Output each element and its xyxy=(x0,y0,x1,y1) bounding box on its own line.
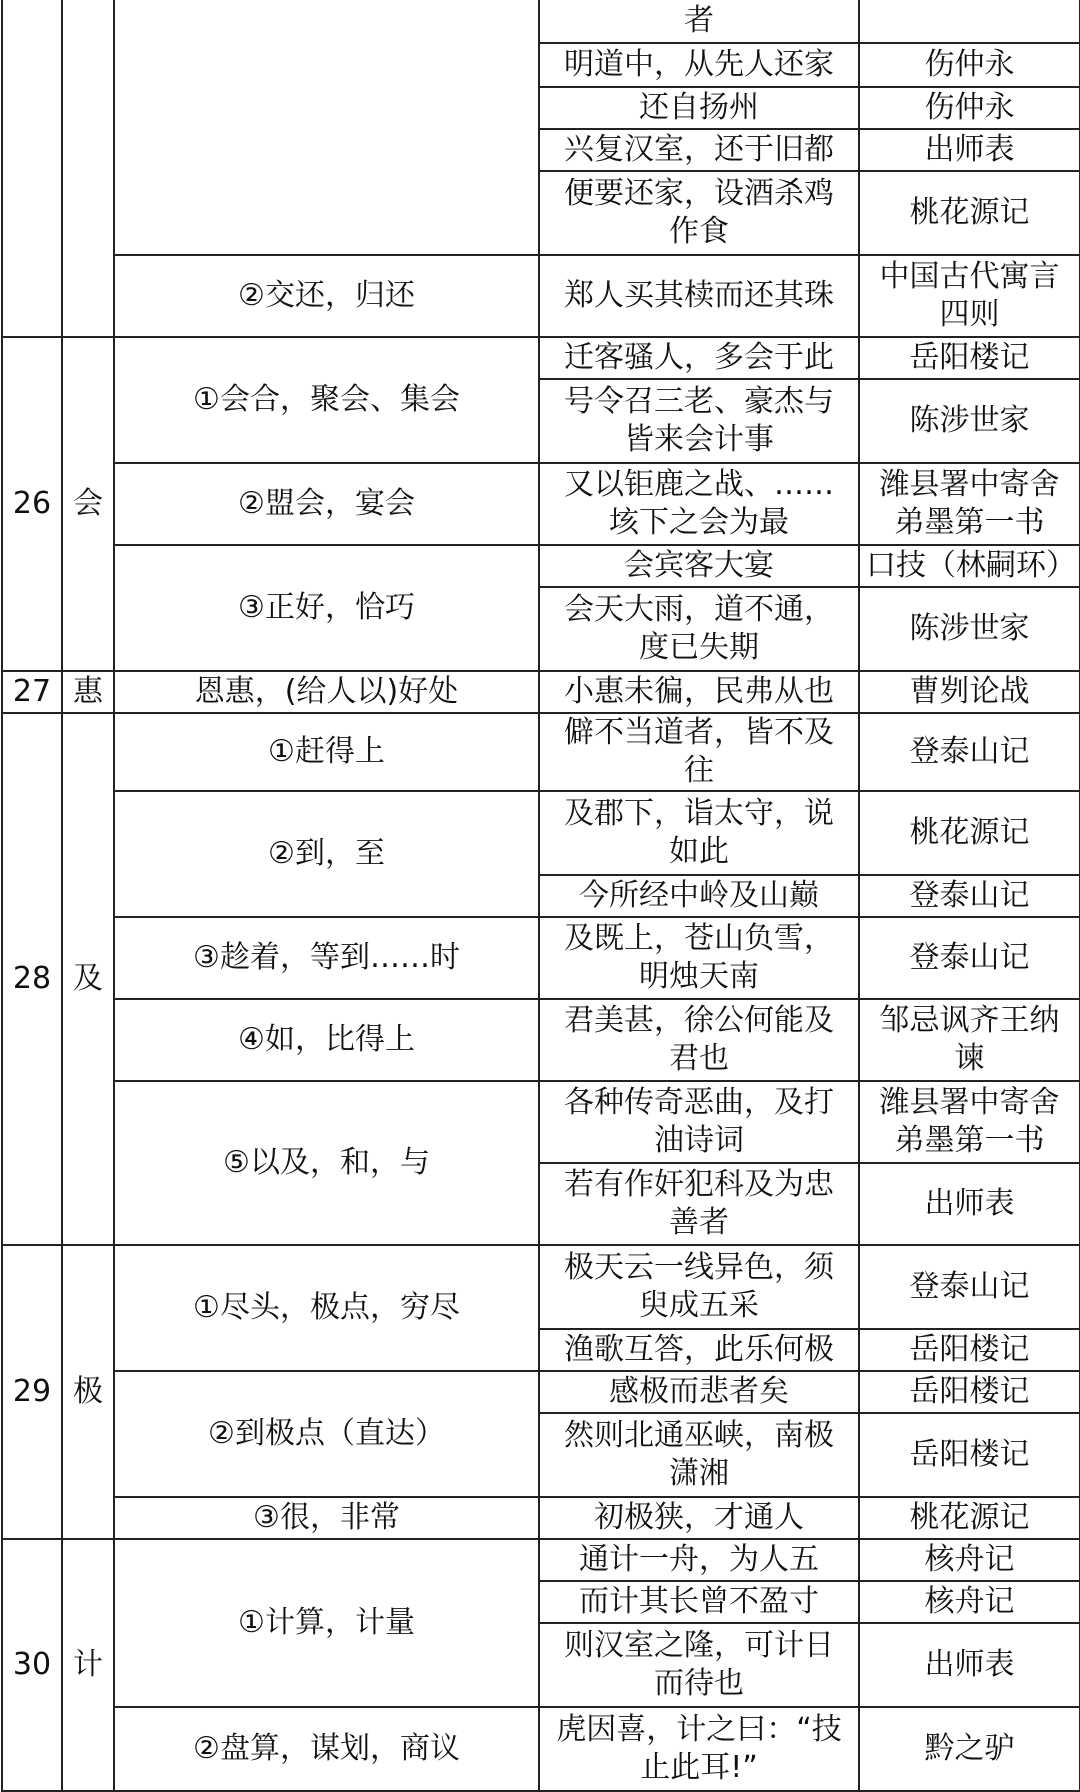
table-row xyxy=(2,1497,1080,1539)
example-cell: 小惠未徧，民弗从也 xyxy=(539,671,859,713)
meaning-cell: ①赶得上 xyxy=(114,713,539,791)
table-row xyxy=(2,1371,1080,1413)
table-row xyxy=(2,255,1080,337)
source-cell: 登泰山记 xyxy=(859,875,1080,917)
entry-char-cell: 惠 xyxy=(62,671,114,713)
source-cell: 潍县署中寄舍弟墨第一书 xyxy=(859,1081,1080,1163)
source-cell: 登泰山记 xyxy=(859,917,1080,999)
table-row xyxy=(2,1245,1080,1329)
meaning-cell: ①尽头，极点，穷尽 xyxy=(114,1245,539,1371)
example-cell: 及郡下，诣太守，说如此 xyxy=(539,791,859,875)
table-row xyxy=(2,337,1080,379)
example-cell: 而计其长曾不盈寸 xyxy=(539,1581,859,1623)
example-cell: 会宾客大宴 xyxy=(539,545,859,587)
entry-char-cell: 会 xyxy=(62,337,114,671)
example-cell: 便要还家，设酒杀鸡作食 xyxy=(539,171,859,255)
source-cell: 潍县署中寄舍弟墨第一书 xyxy=(859,463,1080,545)
entry-char-cell: 极 xyxy=(62,1245,114,1539)
table-row xyxy=(2,1081,1080,1163)
example-cell: 还自扬州 xyxy=(539,87,859,129)
meaning-cell: ③很，非常 xyxy=(114,1497,539,1539)
example-cell: 虎因喜，计之曰：“技止此耳!” xyxy=(539,1707,859,1791)
meaning-cell: ①计算，计量 xyxy=(114,1539,539,1707)
source-cell: 曹刿论战 xyxy=(859,671,1080,713)
example-cell: 会天大雨，道不通，度已失期 xyxy=(539,587,859,671)
source-cell: 岳阳楼记 xyxy=(859,337,1080,379)
example-cell: 者 xyxy=(539,0,859,43)
table-row xyxy=(2,463,1080,545)
table-row xyxy=(2,1539,1080,1581)
example-cell: 迁客骚人，多会于此 xyxy=(539,337,859,379)
source-cell: 黔之驴 xyxy=(859,1707,1080,1791)
example-cell: 感极而悲者矣 xyxy=(539,1371,859,1413)
source-cell: 核舟记 xyxy=(859,1539,1080,1581)
meaning-cell: ②交还，归还 xyxy=(114,255,539,337)
meaning-cell: ④如，比得上 xyxy=(114,999,539,1081)
source-cell: 口技（林嗣环） xyxy=(859,545,1080,587)
source-cell: 邹忌讽齐王纳谏 xyxy=(859,999,1080,1081)
source-cell: 陈涉世家 xyxy=(859,587,1080,671)
table-row xyxy=(2,1707,1080,1791)
example-cell: 号令召三老、豪杰与皆来会计事 xyxy=(539,379,859,463)
meaning-cell: ③趁着，等到……时 xyxy=(114,917,539,999)
entry-number-cell: 27 xyxy=(2,671,62,713)
source-cell: 出师表 xyxy=(859,129,1080,171)
source-cell: 中国古代寓言四则 xyxy=(859,255,1080,337)
entry-char-cell xyxy=(62,0,114,337)
entry-number-cell: 28 xyxy=(2,713,62,1245)
example-cell: 僻不当道者，皆不及往 xyxy=(539,713,859,791)
entry-number-cell: 30 xyxy=(2,1539,62,1791)
entry-char-cell: 计 xyxy=(62,1539,114,1791)
example-cell: 明道中，从先人还家 xyxy=(539,43,859,87)
example-cell: 又以钜鹿之战、……垓下之会为最 xyxy=(539,463,859,545)
example-cell: 郑人买其椟而还其珠 xyxy=(539,255,859,337)
source-cell: 核舟记 xyxy=(859,1581,1080,1623)
example-cell: 兴复汉室，还于旧都 xyxy=(539,129,859,171)
table-row xyxy=(2,999,1080,1081)
source-cell: 伤仲永 xyxy=(859,87,1080,129)
example-cell: 则汉室之隆，可计日而待也 xyxy=(539,1623,859,1707)
source-cell: 岳阳楼记 xyxy=(859,1329,1080,1371)
source-cell: 岳阳楼记 xyxy=(859,1371,1080,1413)
example-cell: 若有作奸犯科及为忠善者 xyxy=(539,1163,859,1245)
example-cell: 通计一舟，为人五 xyxy=(539,1539,859,1581)
meaning-cell: ③正好，恰巧 xyxy=(114,545,539,671)
example-cell: 然则北通巫峡，南极潇湘 xyxy=(539,1413,859,1497)
meaning-cell: ②到极点（直达） xyxy=(114,1371,539,1497)
table-row xyxy=(2,671,1080,713)
source-cell: 出师表 xyxy=(859,1163,1080,1245)
example-cell: 各种传奇恶曲，及打油诗词 xyxy=(539,1081,859,1163)
meaning-cell: ②到，至 xyxy=(114,791,539,917)
table-row xyxy=(2,0,1080,43)
source-cell: 登泰山记 xyxy=(859,1245,1080,1329)
meaning-cell: ②盘算，谋划，商议 xyxy=(114,1707,539,1791)
entry-number-cell: 29 xyxy=(2,1245,62,1539)
example-cell: 君美甚，徐公何能及君也 xyxy=(539,999,859,1081)
entry-char-cell: 及 xyxy=(62,713,114,1245)
meaning-cell xyxy=(114,0,539,255)
source-cell: 桃花源记 xyxy=(859,791,1080,875)
entry-number-cell: 26 xyxy=(2,337,62,671)
source-cell: 出师表 xyxy=(859,1623,1080,1707)
example-cell: 极天云一线异色，须臾成五采 xyxy=(539,1245,859,1329)
meaning-cell: ②盟会，宴会 xyxy=(114,463,539,545)
example-cell: 初极狭，才通人 xyxy=(539,1497,859,1539)
meaning-cell: ①会合，聚会、集会 xyxy=(114,337,539,463)
meaning-cell: 恩惠，(给人以)好处 xyxy=(114,671,539,713)
meaning-cell: ⑤以及，和，与 xyxy=(114,1081,539,1245)
table-row xyxy=(2,791,1080,875)
example-cell: 及既上，苍山负雪，明烛天南 xyxy=(539,917,859,999)
table-row xyxy=(2,545,1080,587)
table-row xyxy=(2,713,1080,791)
classical-chinese-vocabulary-table xyxy=(1,0,1080,1792)
source-cell: 陈涉世家 xyxy=(859,379,1080,463)
source-cell xyxy=(859,0,1080,43)
example-cell: 今所经中岭及山巅 xyxy=(539,875,859,917)
entry-number-cell xyxy=(2,0,62,337)
source-cell: 伤仲永 xyxy=(859,43,1080,87)
example-cell: 渔歌互答，此乐何极 xyxy=(539,1329,859,1371)
source-cell: 桃花源记 xyxy=(859,171,1080,255)
source-cell: 岳阳楼记 xyxy=(859,1413,1080,1497)
table-row xyxy=(2,917,1080,999)
source-cell: 桃花源记 xyxy=(859,1497,1080,1539)
source-cell: 登泰山记 xyxy=(859,713,1080,791)
